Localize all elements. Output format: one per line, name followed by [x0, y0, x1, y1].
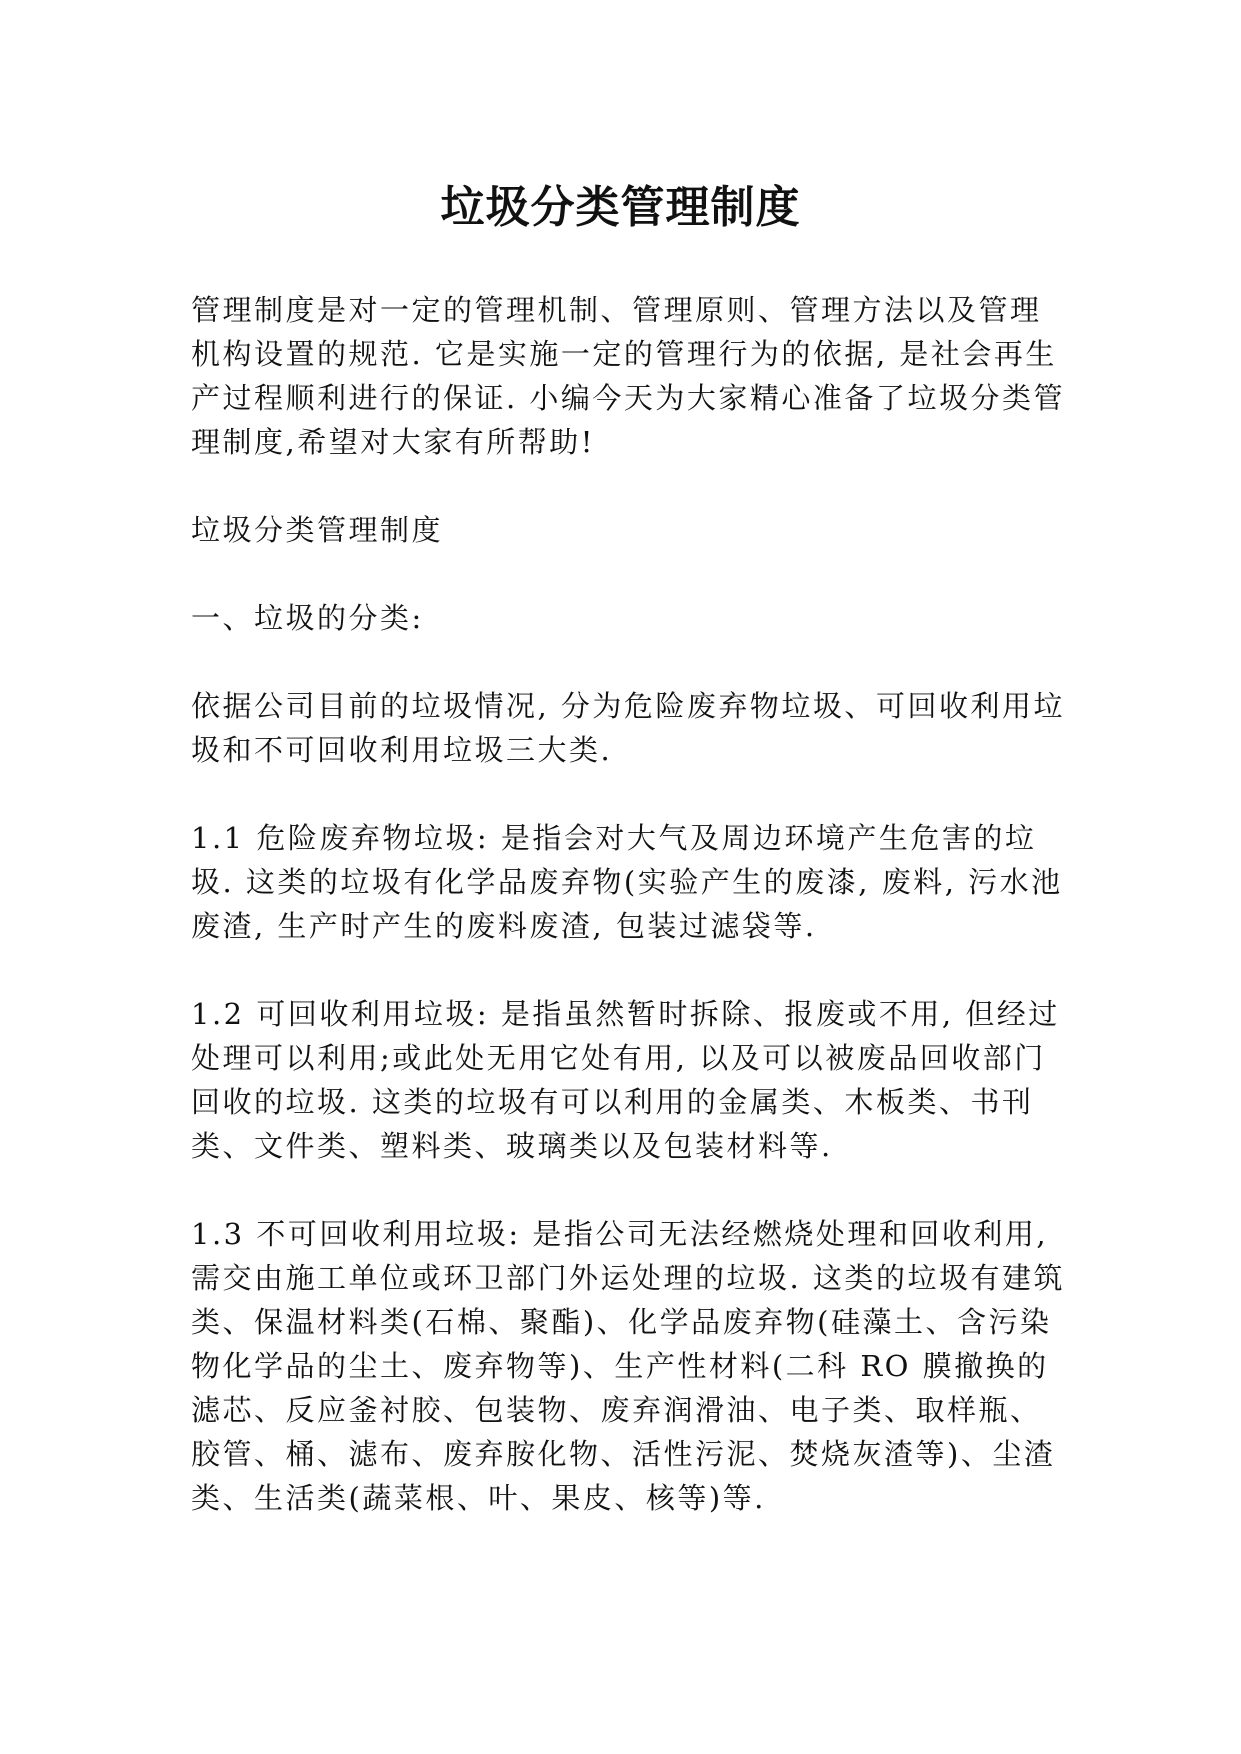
subsection-heading: 一、垃圾的分类:	[191, 601, 424, 635]
intro-paragraph: 管理制度是对一定的管理机制、管理原则、管理方法以及管理机构设置的规范. 它是实施一定的管理行为的依据, 是社会再生产过程顺利进行的保证. 小编今天为大家精心准备了垃圾分类管理制度,希望对大家有所帮助!	[191, 293, 1065, 459]
hazardous-waste-paragraph: 1.1 危险废弃物垃圾: 是指会对大气及周边环境产生危害的垃圾. 这类的垃圾有化学品废弃物(实验产生的废漆, 废料, 污水池废渣, 生产时产生的废料废渣, 包装过滤袋等.	[191, 821, 1063, 943]
recyclable-waste-paragraph: 1.2 可回收利用垃圾: 是指虽然暂时拆除、报废或不用, 但经过处理可以利用;或此处无用它处有用, 以及可以被废品回收部门回收的垃圾. 这类的垃圾有可以利用的金属类、木板类、书刊类、文件类、塑料类、玻璃类以及包装材料等.	[191, 997, 1060, 1163]
document-title: 垃圾分类管理制度	[440, 182, 801, 233]
non-recyclable-waste-paragraph: 1.3 不可回收利用垃圾: 是指公司无法经燃烧处理和回收利用, 需交由施工单位或环卫部门外运处理的垃圾. 这类的垃圾有建筑类、保温材料类(石棉、聚酯)、化学品废弃物(硅藻土、含污染物化学品的尘土、废弃物等)、生产性材料(二科 RO 膜撤换的滤芯、反应釜衬胶、包装物、废弃润滑油、电子类、取样瓶、胶管、桶、滤布、废弃胺化物、活性污泥、焚烧灰渣等)、尘渣类、生活类(蔬菜根、叶、果皮、核等)等.	[191, 1217, 1065, 1515]
document-body	[191, 288, 1071, 1564]
classification-paragraph: 依据公司目前的垃圾情况, 分为危险废弃物垃圾、可回收利用垃圾和不可回收利用垃圾三大类.	[191, 689, 1065, 767]
section-heading: 垃圾分类管理制度	[191, 513, 444, 547]
